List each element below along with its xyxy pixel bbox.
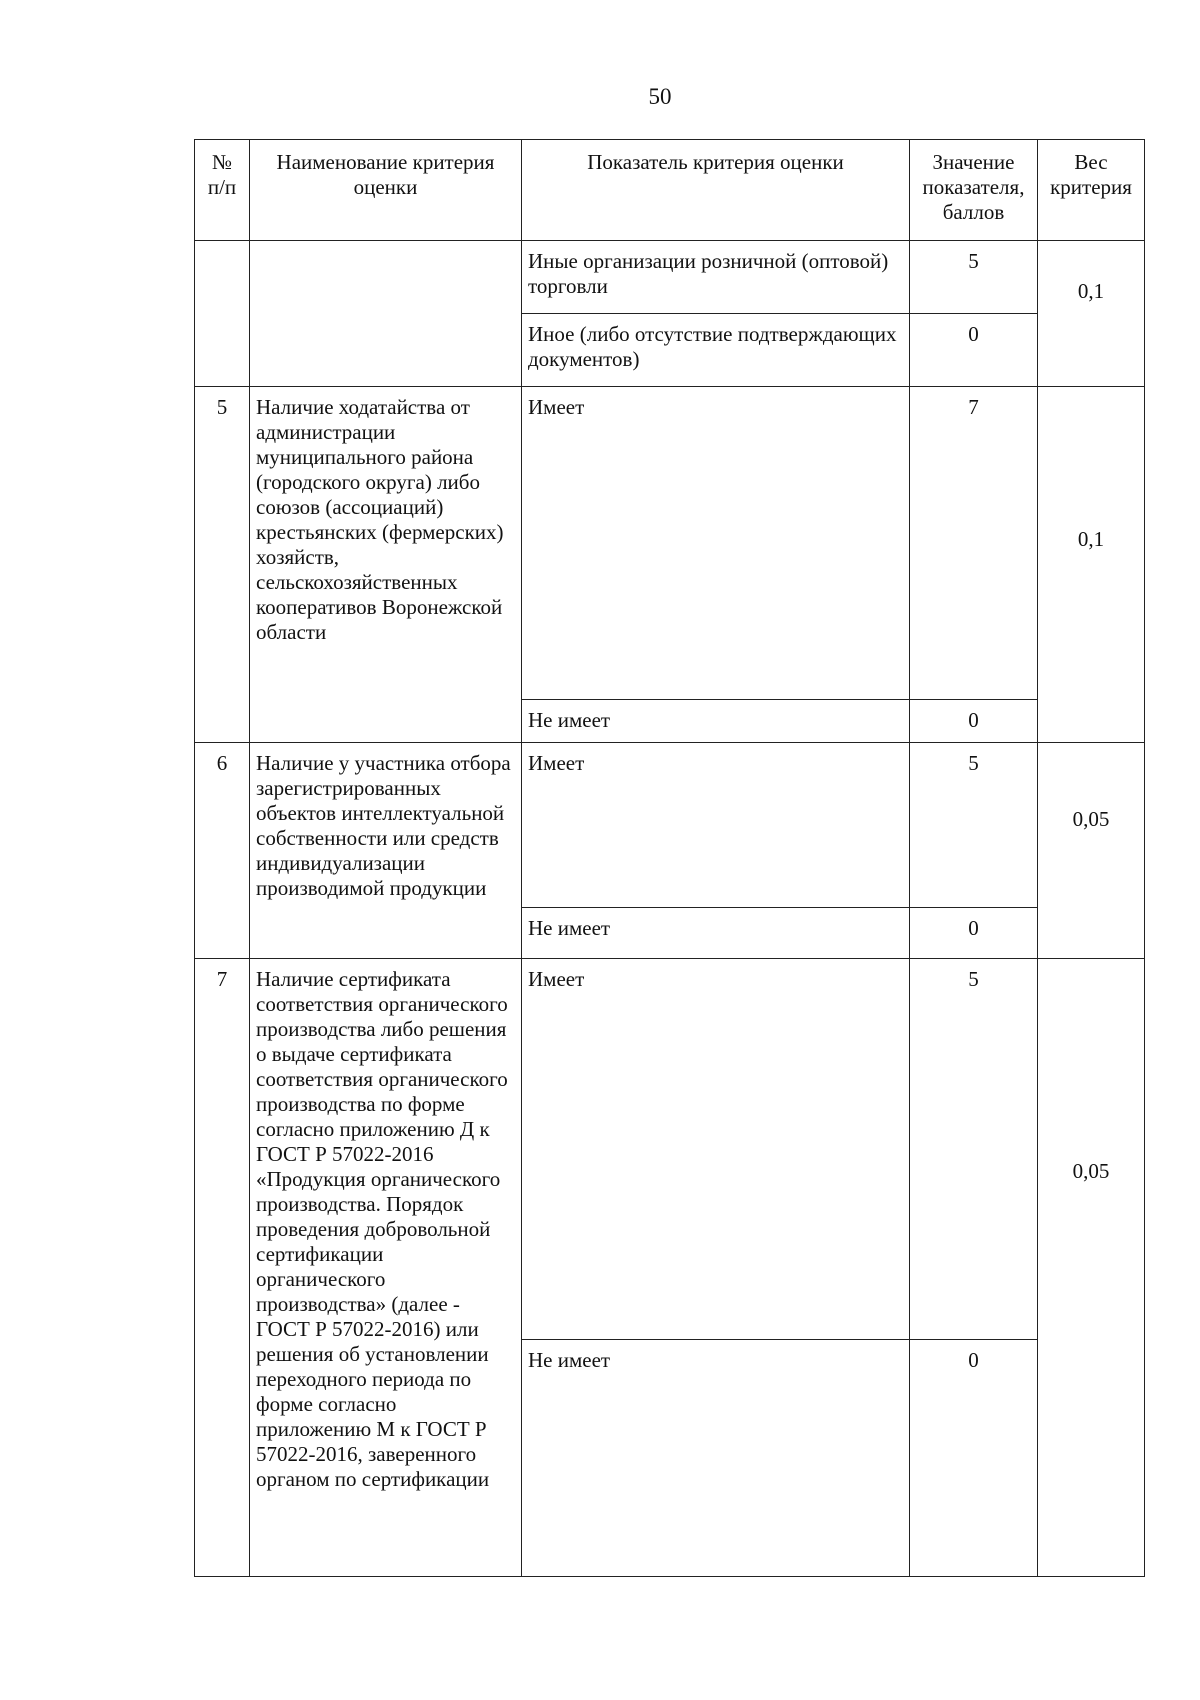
header-value: Значение показателя, баллов bbox=[910, 140, 1038, 241]
row4-value-2: 0 bbox=[910, 314, 1038, 387]
row4-value-1: 5 bbox=[910, 241, 1038, 314]
header-num: № п/п bbox=[195, 140, 250, 241]
header-indicator: Показатель критерия оценки bbox=[522, 140, 910, 241]
row4-weight: 0,1 bbox=[1038, 241, 1145, 387]
row5-name: Наличие ходатайства от администрации муниципального района (городского округа) либо союзов (ассоциаций) крестьянских (фермерских) хозяйств, сельскохозяйственных кооперативов Воронежской области bbox=[250, 387, 522, 743]
row5-indicator-1: Имеет bbox=[522, 387, 910, 700]
row4-indicator-2: Иное (либо отсутствие подтверждающих документов) bbox=[522, 314, 910, 387]
row5-indicator-2: Не имеет bbox=[522, 700, 910, 743]
row5-num: 5 bbox=[195, 387, 250, 743]
row7-weight: 0,05 bbox=[1038, 959, 1145, 1577]
row4-indicator-1: Иные организации розничной (оптовой) торговли bbox=[522, 241, 910, 314]
table-row bbox=[195, 959, 1145, 1340]
table-row bbox=[195, 241, 1145, 314]
row7-indicator-2: Не имеет bbox=[522, 1340, 910, 1577]
table-row bbox=[195, 743, 1145, 908]
row5-weight: 0,1 bbox=[1038, 387, 1145, 743]
row6-value-2: 0 bbox=[910, 908, 1038, 959]
row5-value-1: 7 bbox=[910, 387, 1038, 700]
row4-num bbox=[195, 241, 250, 387]
criteria-table bbox=[194, 139, 1145, 1577]
table-header-row bbox=[195, 140, 1145, 241]
row7-value-1: 5 bbox=[910, 959, 1038, 1340]
row6-indicator-1: Имеет bbox=[522, 743, 910, 908]
row6-weight: 0,05 bbox=[1038, 743, 1145, 959]
row6-num: 6 bbox=[195, 743, 250, 959]
header-weight: Вес критерия bbox=[1038, 140, 1145, 241]
row7-name: Наличие сертификата соответствия органического производства либо решения о выдаче сертификата соответствия органического производства по форме согласно приложению Д к ГОСТ Р 57022-2016 «Продукция органического производства. Порядок проведения добровольной сертификации органического производства» (далее - ГОСТ Р 57022-2016) или решения об установлении переходного периода по форме согласно приложению М к ГОСТ Р 57022-2016, заверенного органом по сертификации bbox=[250, 959, 522, 1577]
row6-indicator-2: Не имеет bbox=[522, 908, 910, 959]
row4-name bbox=[250, 241, 522, 387]
row7-indicator-1: Имеет bbox=[522, 959, 910, 1340]
header-name: Наименование критерия оценки bbox=[250, 140, 522, 241]
row6-value-1: 5 bbox=[910, 743, 1038, 908]
row7-num: 7 bbox=[195, 959, 250, 1577]
table-row bbox=[195, 387, 1145, 700]
page-number: 50 bbox=[648, 84, 672, 109]
row7-value-2: 0 bbox=[910, 1340, 1038, 1577]
row5-value-2: 0 bbox=[910, 700, 1038, 743]
row6-name: Наличие у участника отбора зарегистрированных объектов интеллектуальной собственности или средств индивидуализации производимой продукции bbox=[250, 743, 522, 959]
criteria-table-wrapper bbox=[194, 139, 1145, 1577]
